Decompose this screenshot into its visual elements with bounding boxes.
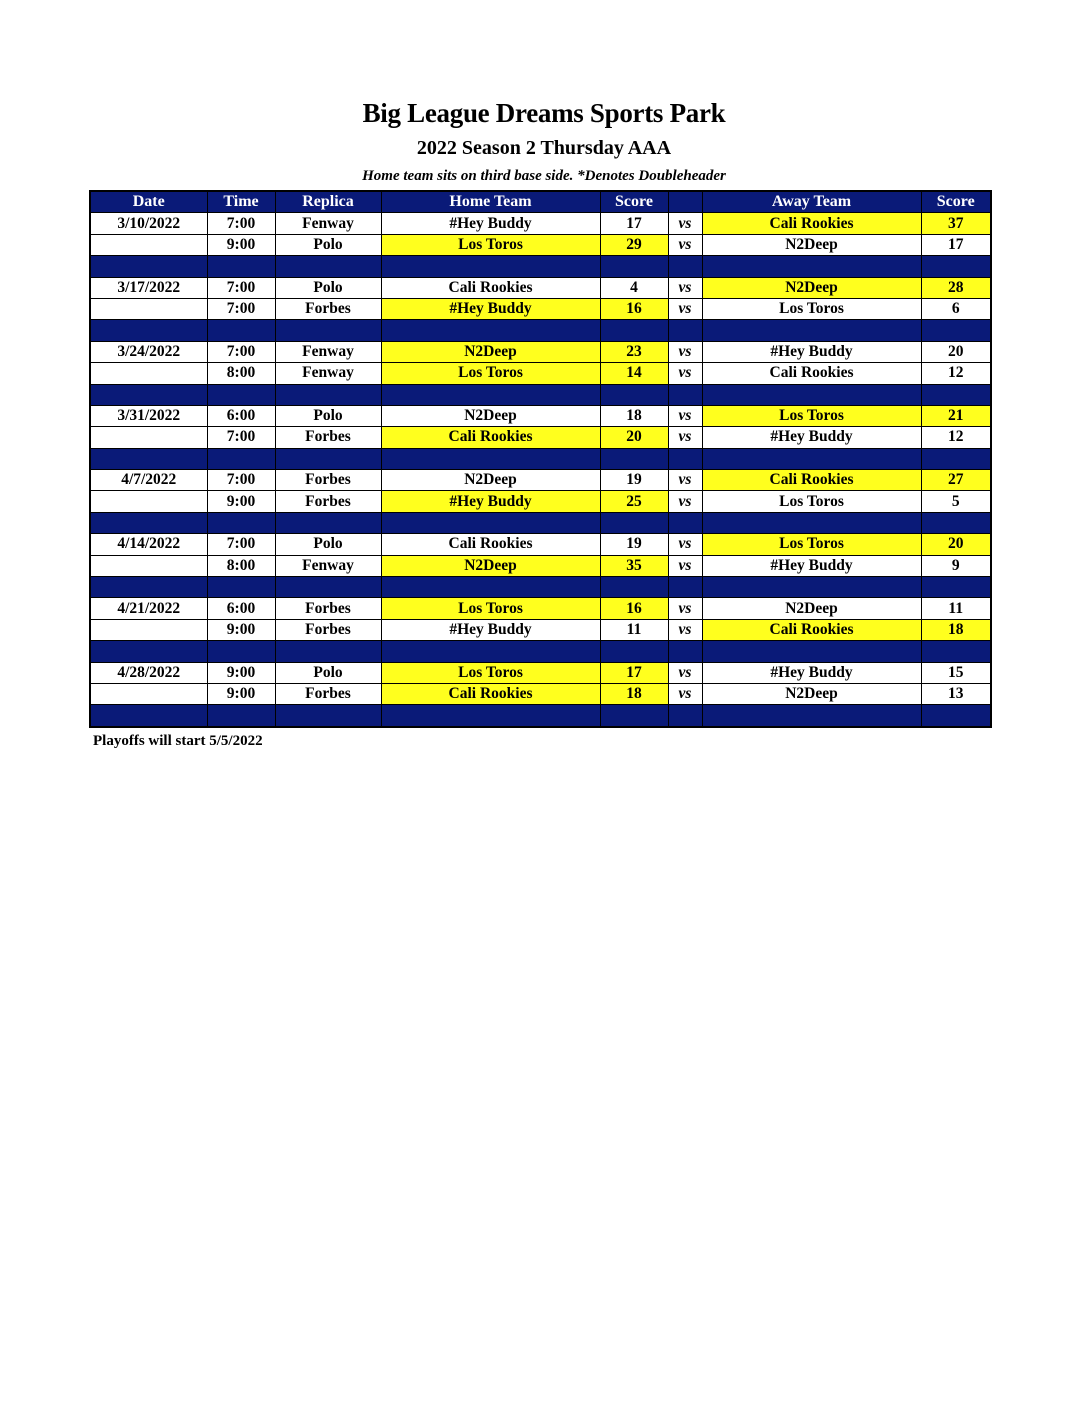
separator-cell bbox=[921, 320, 991, 341]
away-team: #Hey Buddy bbox=[702, 555, 921, 576]
home-team: Los Toros bbox=[381, 662, 600, 683]
header-home-score: Score bbox=[600, 191, 668, 213]
vs-label: vs bbox=[668, 298, 702, 319]
game-row bbox=[90, 598, 991, 619]
home-score: 23 bbox=[600, 341, 668, 362]
separator-cell bbox=[381, 384, 600, 405]
vs-label: vs bbox=[668, 213, 702, 234]
game-replica: Forbes bbox=[275, 298, 381, 319]
vs-label: vs bbox=[668, 405, 702, 426]
separator-cell bbox=[207, 512, 275, 533]
vs-label: vs bbox=[668, 555, 702, 576]
game-time: 7:00 bbox=[207, 534, 275, 555]
separator-cell bbox=[275, 705, 381, 727]
game-replica: Forbes bbox=[275, 598, 381, 619]
away-score: 18 bbox=[921, 619, 991, 640]
away-score: 6 bbox=[921, 298, 991, 319]
game-row bbox=[90, 277, 991, 298]
home-score: 29 bbox=[600, 234, 668, 255]
separator-cell bbox=[381, 705, 600, 727]
game-row bbox=[90, 555, 991, 576]
game-date bbox=[90, 491, 207, 512]
game-date: 4/28/2022 bbox=[90, 662, 207, 683]
home-team: Los Toros bbox=[381, 234, 600, 255]
away-score: 9 bbox=[921, 555, 991, 576]
away-score: 28 bbox=[921, 277, 991, 298]
game-time: 7:00 bbox=[207, 298, 275, 319]
separator-cell bbox=[381, 577, 600, 598]
game-replica: Polo bbox=[275, 405, 381, 426]
game-date: 3/24/2022 bbox=[90, 341, 207, 362]
separator-cell bbox=[381, 512, 600, 533]
separator-cell bbox=[668, 705, 702, 727]
away-score: 12 bbox=[921, 427, 991, 448]
separator-cell bbox=[381, 320, 600, 341]
vs-label: vs bbox=[668, 427, 702, 448]
week-separator-row bbox=[90, 705, 991, 727]
home-score: 19 bbox=[600, 470, 668, 491]
game-row bbox=[90, 234, 991, 255]
away-team: Cali Rookies bbox=[702, 619, 921, 640]
header-away-score: Score bbox=[921, 191, 991, 213]
separator-cell bbox=[702, 256, 921, 277]
separator-cell bbox=[207, 384, 275, 405]
game-row bbox=[90, 427, 991, 448]
home-score: 14 bbox=[600, 363, 668, 384]
home-team: Los Toros bbox=[381, 598, 600, 619]
separator-cell bbox=[381, 256, 600, 277]
separator-cell bbox=[275, 641, 381, 662]
game-time: 9:00 bbox=[207, 491, 275, 512]
game-time: 9:00 bbox=[207, 619, 275, 640]
separator-cell bbox=[600, 256, 668, 277]
separator-cell bbox=[90, 256, 207, 277]
separator-cell bbox=[90, 320, 207, 341]
vs-label: vs bbox=[668, 619, 702, 640]
away-score: 15 bbox=[921, 662, 991, 683]
separator-cell bbox=[600, 320, 668, 341]
separator-cell bbox=[275, 384, 381, 405]
header-vs bbox=[668, 191, 702, 213]
vs-label: vs bbox=[668, 491, 702, 512]
game-row bbox=[90, 363, 991, 384]
away-team: N2Deep bbox=[702, 598, 921, 619]
separator-cell bbox=[600, 577, 668, 598]
game-time: 7:00 bbox=[207, 277, 275, 298]
separator-cell bbox=[921, 641, 991, 662]
separator-cell bbox=[600, 384, 668, 405]
home-team: Cali Rookies bbox=[381, 683, 600, 704]
separator-cell bbox=[702, 577, 921, 598]
separator-cell bbox=[275, 256, 381, 277]
game-replica: Fenway bbox=[275, 555, 381, 576]
game-replica: Polo bbox=[275, 534, 381, 555]
game-row bbox=[90, 405, 991, 426]
home-score: 20 bbox=[600, 427, 668, 448]
separator-cell bbox=[381, 448, 600, 469]
separator-cell bbox=[702, 320, 921, 341]
week-separator-row bbox=[90, 320, 991, 341]
away-team: #Hey Buddy bbox=[702, 662, 921, 683]
game-row bbox=[90, 534, 991, 555]
game-time: 7:00 bbox=[207, 213, 275, 234]
separator-cell bbox=[668, 320, 702, 341]
header-row bbox=[90, 191, 991, 213]
away-score: 11 bbox=[921, 598, 991, 619]
separator-cell bbox=[921, 448, 991, 469]
game-row bbox=[90, 619, 991, 640]
separator-cell bbox=[702, 448, 921, 469]
header-home-team: Home Team bbox=[381, 191, 600, 213]
week-separator-row bbox=[90, 384, 991, 405]
vs-label: vs bbox=[668, 363, 702, 384]
game-date bbox=[90, 683, 207, 704]
game-time: 8:00 bbox=[207, 555, 275, 576]
home-team: N2Deep bbox=[381, 470, 600, 491]
week-separator-row bbox=[90, 448, 991, 469]
away-team: Los Toros bbox=[702, 405, 921, 426]
away-team: N2Deep bbox=[702, 683, 921, 704]
vs-label: vs bbox=[668, 234, 702, 255]
home-team: N2Deep bbox=[381, 341, 600, 362]
home-score: 16 bbox=[600, 298, 668, 319]
home-score: 17 bbox=[600, 662, 668, 683]
separator-cell bbox=[90, 384, 207, 405]
away-team: Los Toros bbox=[702, 491, 921, 512]
schedule-table bbox=[89, 190, 992, 728]
away-score: 13 bbox=[921, 683, 991, 704]
game-replica: Forbes bbox=[275, 491, 381, 512]
home-team: #Hey Buddy bbox=[381, 213, 600, 234]
home-score: 18 bbox=[600, 683, 668, 704]
separator-cell bbox=[668, 512, 702, 533]
game-time: 9:00 bbox=[207, 234, 275, 255]
separator-cell bbox=[90, 705, 207, 727]
separator-cell bbox=[600, 641, 668, 662]
separator-cell bbox=[381, 641, 600, 662]
away-score: 12 bbox=[921, 363, 991, 384]
vs-label: vs bbox=[668, 662, 702, 683]
header-date: Date bbox=[90, 191, 207, 213]
playoffs-note: Playoffs will start 5/5/2022 bbox=[93, 733, 263, 749]
vs-label: vs bbox=[668, 598, 702, 619]
home-team: #Hey Buddy bbox=[381, 619, 600, 640]
game-date bbox=[90, 427, 207, 448]
home-team: Cali Rookies bbox=[381, 277, 600, 298]
game-date bbox=[90, 234, 207, 255]
separator-cell bbox=[668, 448, 702, 469]
away-score: 21 bbox=[921, 405, 991, 426]
game-date bbox=[90, 619, 207, 640]
home-score: 25 bbox=[600, 491, 668, 512]
game-date: 4/21/2022 bbox=[90, 598, 207, 619]
away-score: 37 bbox=[921, 213, 991, 234]
season-subtitle: 2022 Season 2 Thursday AAA bbox=[416, 137, 672, 159]
away-score: 20 bbox=[921, 534, 991, 555]
game-time: 9:00 bbox=[207, 683, 275, 704]
game-row bbox=[90, 470, 991, 491]
game-time: 9:00 bbox=[207, 662, 275, 683]
game-time: 6:00 bbox=[207, 405, 275, 426]
separator-cell bbox=[600, 705, 668, 727]
game-row bbox=[90, 341, 991, 362]
week-separator-row bbox=[90, 256, 991, 277]
away-team: N2Deep bbox=[702, 277, 921, 298]
home-score: 16 bbox=[600, 598, 668, 619]
game-time: 8:00 bbox=[207, 363, 275, 384]
game-date: 3/10/2022 bbox=[90, 213, 207, 234]
home-team: Cali Rookies bbox=[381, 427, 600, 448]
home-team: Cali Rookies bbox=[381, 534, 600, 555]
game-time: 6:00 bbox=[207, 598, 275, 619]
away-team: Cali Rookies bbox=[702, 363, 921, 384]
away-team: Los Toros bbox=[702, 298, 921, 319]
away-team: Cali Rookies bbox=[702, 213, 921, 234]
game-replica: Polo bbox=[275, 662, 381, 683]
week-separator-row bbox=[90, 512, 991, 533]
home-team: #Hey Buddy bbox=[381, 491, 600, 512]
away-team: #Hey Buddy bbox=[702, 341, 921, 362]
separator-cell bbox=[207, 641, 275, 662]
separator-cell bbox=[921, 512, 991, 533]
schedule-note: Home team sits on third base side. *Denotes Doubleheader bbox=[362, 168, 726, 184]
separator-cell bbox=[668, 577, 702, 598]
separator-cell bbox=[668, 384, 702, 405]
vs-label: vs bbox=[668, 683, 702, 704]
home-team: Los Toros bbox=[381, 363, 600, 384]
separator-cell bbox=[921, 384, 991, 405]
separator-cell bbox=[207, 320, 275, 341]
vs-label: vs bbox=[668, 341, 702, 362]
game-replica: Fenway bbox=[275, 213, 381, 234]
game-replica: Fenway bbox=[275, 363, 381, 384]
separator-cell bbox=[668, 641, 702, 662]
away-score: 27 bbox=[921, 470, 991, 491]
home-team: #Hey Buddy bbox=[381, 298, 600, 319]
separator-cell bbox=[921, 705, 991, 727]
game-replica: Fenway bbox=[275, 341, 381, 362]
separator-cell bbox=[207, 577, 275, 598]
separator-cell bbox=[90, 577, 207, 598]
separator-cell bbox=[702, 512, 921, 533]
home-score: 19 bbox=[600, 534, 668, 555]
home-score: 17 bbox=[600, 213, 668, 234]
game-replica: Forbes bbox=[275, 470, 381, 491]
away-score: 5 bbox=[921, 491, 991, 512]
game-row bbox=[90, 662, 991, 683]
game-date bbox=[90, 363, 207, 384]
separator-cell bbox=[90, 512, 207, 533]
game-date: 3/31/2022 bbox=[90, 405, 207, 426]
game-replica: Polo bbox=[275, 277, 381, 298]
header-replica: Replica bbox=[275, 191, 381, 213]
separator-cell bbox=[90, 641, 207, 662]
game-time: 7:00 bbox=[207, 341, 275, 362]
week-separator-row bbox=[90, 577, 991, 598]
vs-label: vs bbox=[668, 277, 702, 298]
home-team: N2Deep bbox=[381, 405, 600, 426]
game-time: 7:00 bbox=[207, 427, 275, 448]
separator-cell bbox=[702, 384, 921, 405]
header-away-team: Away Team bbox=[702, 191, 921, 213]
away-team: #Hey Buddy bbox=[702, 427, 921, 448]
separator-cell bbox=[90, 448, 207, 469]
separator-cell bbox=[275, 512, 381, 533]
away-score: 17 bbox=[921, 234, 991, 255]
schedule-body bbox=[90, 213, 991, 727]
game-replica: Polo bbox=[275, 234, 381, 255]
home-score: 4 bbox=[600, 277, 668, 298]
game-date bbox=[90, 555, 207, 576]
game-replica: Forbes bbox=[275, 619, 381, 640]
header-time: Time bbox=[207, 191, 275, 213]
away-team: N2Deep bbox=[702, 234, 921, 255]
separator-cell bbox=[600, 512, 668, 533]
home-team: N2Deep bbox=[381, 555, 600, 576]
game-date: 4/7/2022 bbox=[90, 470, 207, 491]
separator-cell bbox=[702, 705, 921, 727]
away-team: Los Toros bbox=[702, 534, 921, 555]
separator-cell bbox=[921, 577, 991, 598]
separator-cell bbox=[275, 448, 381, 469]
game-date: 4/14/2022 bbox=[90, 534, 207, 555]
vs-label: vs bbox=[668, 470, 702, 491]
away-team: Cali Rookies bbox=[702, 470, 921, 491]
separator-cell bbox=[921, 256, 991, 277]
game-replica: Forbes bbox=[275, 683, 381, 704]
separator-cell bbox=[668, 256, 702, 277]
game-date bbox=[90, 298, 207, 319]
vs-label: vs bbox=[668, 534, 702, 555]
game-row bbox=[90, 213, 991, 234]
game-row bbox=[90, 491, 991, 512]
separator-cell bbox=[702, 641, 921, 662]
home-score: 11 bbox=[600, 619, 668, 640]
week-separator-row bbox=[90, 641, 991, 662]
home-score: 35 bbox=[600, 555, 668, 576]
separator-cell bbox=[275, 320, 381, 341]
page-title: Big League Dreams Sports Park bbox=[362, 98, 726, 128]
separator-cell bbox=[207, 705, 275, 727]
game-date: 3/17/2022 bbox=[90, 277, 207, 298]
game-row bbox=[90, 683, 991, 704]
separator-cell bbox=[207, 448, 275, 469]
away-score: 20 bbox=[921, 341, 991, 362]
game-row bbox=[90, 298, 991, 319]
game-time: 7:00 bbox=[207, 470, 275, 491]
game-replica: Forbes bbox=[275, 427, 381, 448]
separator-cell bbox=[207, 256, 275, 277]
home-score: 18 bbox=[600, 405, 668, 426]
separator-cell bbox=[600, 448, 668, 469]
separator-cell bbox=[275, 577, 381, 598]
